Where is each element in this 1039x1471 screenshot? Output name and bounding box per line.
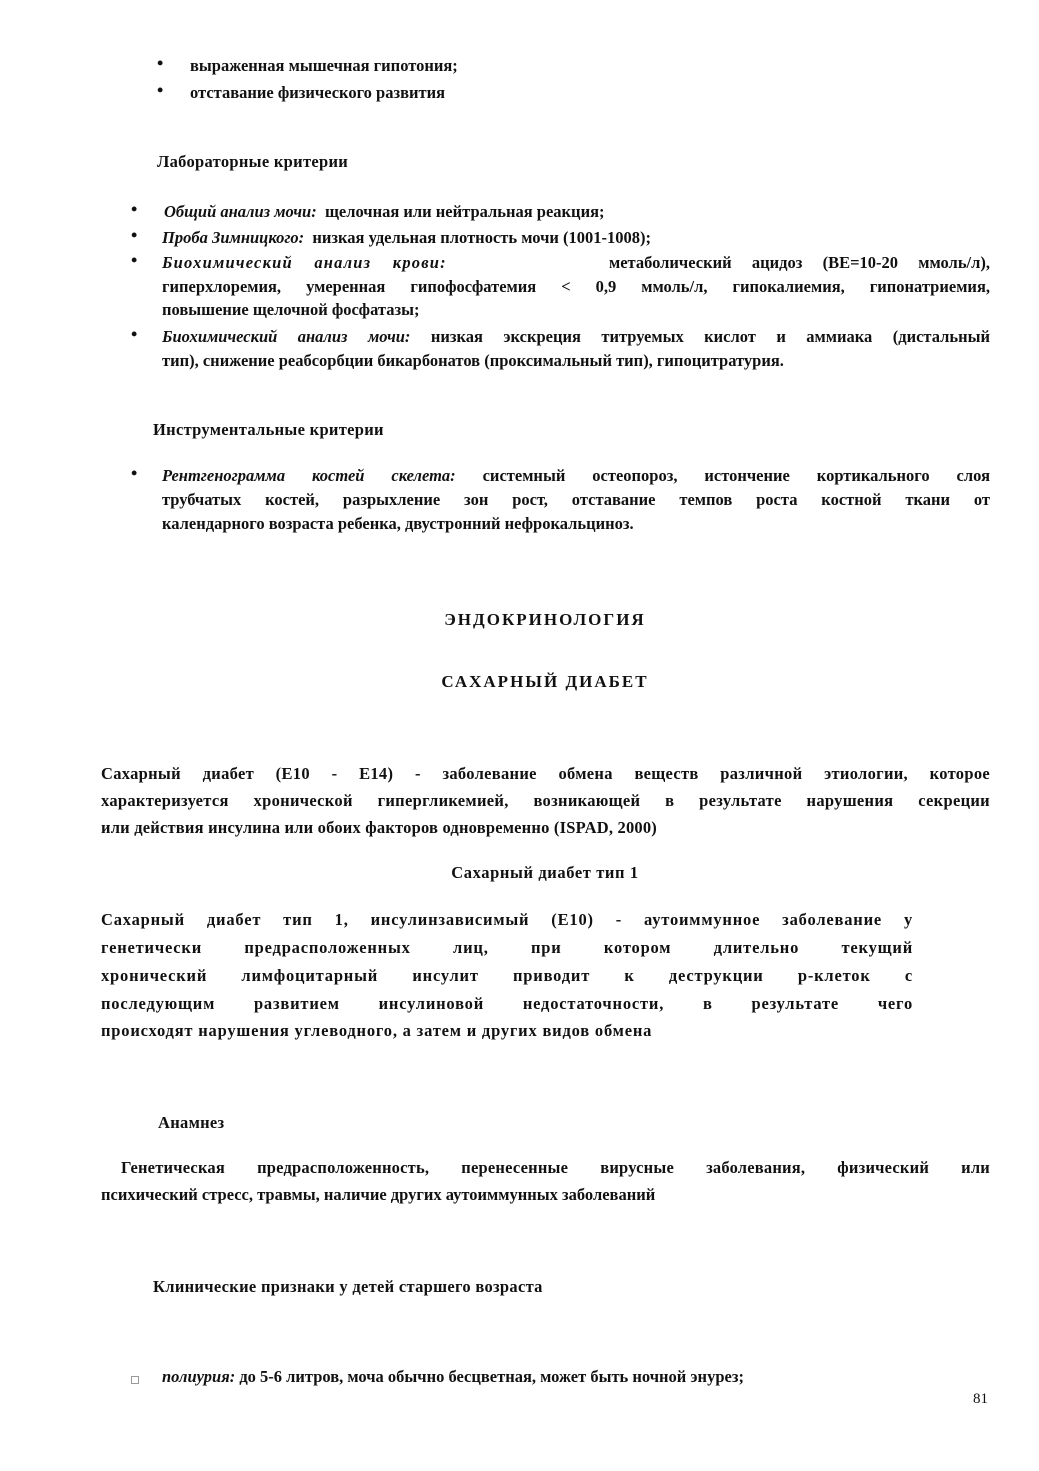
definition-line-1: Сахарный диабет (Е10 - Е14) - заболевание обмена веществ различной этиологии, которое	[101, 764, 990, 783]
definition-line-3: или действия инсулина или обоих факторов одновременно (ISPAD, 2000)	[101, 818, 657, 837]
instr-heading: Инструментальные критерии	[153, 420, 384, 439]
page-number: 81	[973, 1391, 988, 1407]
top-bullet-2: отставание физического развития	[190, 83, 446, 102]
instr-line-3: календарного возраста ребенка, двустронний нефрокальциноз.	[162, 514, 634, 533]
anamnesis-line-2: психический стресс, травмы, наличие других аутоиммунных заболеваний	[101, 1185, 656, 1204]
type1-title: Сахарный диабет тип 1	[451, 863, 639, 882]
lab-item-3-line-3: повышение щелочной фосфатазы;	[162, 300, 420, 319]
lab-item-4-line-2: тип), снижение реабсорбции бикарбонатов (проксимальный тип), гипоцитратурия.	[162, 351, 784, 370]
lab-heading: Лабораторные критерии	[157, 152, 349, 171]
instr-line-1: Рентгенограмма костей скелета: системный остеопороз, истончение кортикального слоя	[162, 466, 991, 485]
anamnesis-heading: Анамнез	[158, 1113, 225, 1132]
anamnesis-line-1: Генетическая предрасположенность, перенесенные вирусные заболевания, физический или	[121, 1158, 990, 1177]
lab-item-1: Общий анализ мочи: щелочная или нейтральная реакция;	[164, 202, 605, 221]
lab-item-2: Проба Зимницкого: низкая удельная плотность мочи (1001-1008);	[162, 228, 651, 247]
bullet-dot: •	[131, 225, 138, 245]
definition-line-2: характеризуется хронической гипергликемией, возникающей в результате нарушения секреции	[101, 791, 990, 810]
subsection-title: САХАРНЫЙ ДИАБЕТ	[441, 672, 649, 691]
bullet-dot: •	[131, 250, 138, 270]
lab-item-4-line-1: Биохимический анализ мочи: низкая экскреция титруемых кислот и аммиака (дистальный	[162, 327, 991, 346]
bullet-dot: •	[131, 199, 138, 219]
checkbox-bullet-icon	[131, 1376, 139, 1384]
section-title: ЭНДОКРИНОЛОГИЯ	[444, 610, 646, 629]
lab-item-3-line-2: гиперхлоремия, умеренная гипофосфатемия < 0,9 ммоль/л, гипокалиемия, гипонатриемия,	[162, 277, 990, 296]
bullet-dot: •	[131, 463, 138, 483]
bullet-dot: •	[157, 53, 164, 73]
type1-line-1: Сахарный диабет тип 1, инсулинзависимый (Е10) - аутоиммунное заболевание у	[101, 910, 913, 929]
type1-line-2: генетически предрасположенных лиц, при котором длительно текущий	[101, 938, 913, 957]
type1-line-5: происходят нарушения углеводного, а затем и других видов обмена	[101, 1021, 653, 1040]
clinical-item-1: полиурия: до 5-6 литров, моча обычно бесцветная, может быть ночной энурез;	[162, 1367, 744, 1386]
bullet-dot: •	[157, 80, 164, 100]
top-bullet-1: выраженная мышечная гипотония;	[190, 56, 458, 75]
clinical-heading: Клинические признаки у детей старшего возраста	[153, 1277, 543, 1296]
lab-item-3-line-1: Биохимический анализ крови: метаболический ацидоз (ВЕ=10-20 ммоль/л),	[162, 253, 991, 272]
type1-line-3: хронический лимфоцитарный инсулит приводит к деструкции р-клеток с	[101, 966, 913, 985]
bullet-dot: •	[131, 324, 138, 344]
type1-line-4: последующим развитием инсулиновой недостаточности, в результате чего	[101, 994, 913, 1013]
instr-line-2: трубчатых костей, разрыхление зон рост, отставание темпов роста костной ткани от	[162, 490, 990, 509]
